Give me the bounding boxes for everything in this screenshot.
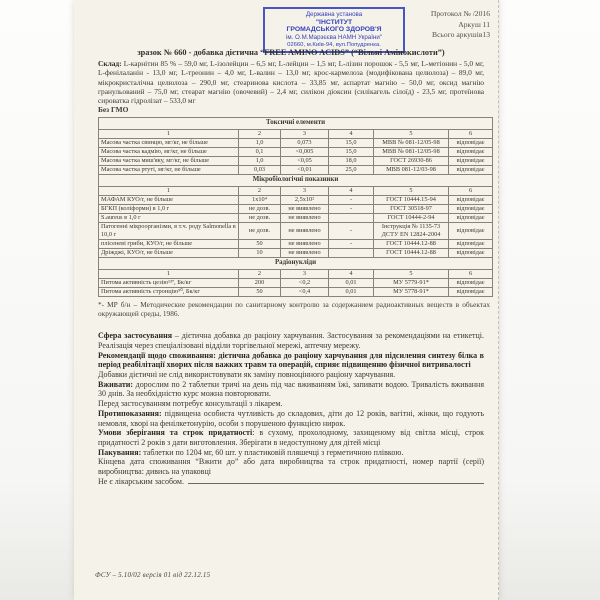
paragraph-not-medicine	[98, 477, 484, 487]
cell-norm: не дозв.	[239, 214, 281, 223]
cell-parameter: S.aureus в 1,0 г	[99, 214, 239, 223]
cell-parameter: Масова частка миш'яку, мг/кг, не більше	[99, 156, 239, 165]
cell-result: <0,2	[281, 279, 329, 288]
cell-result: <0,4	[281, 288, 329, 297]
cell-error: 15,0	[329, 138, 374, 147]
paragraph-lead: Протипоказання:	[98, 408, 162, 418]
cell-norm: 50	[239, 288, 281, 297]
cell-result: 0,073	[281, 138, 329, 147]
cell-conclusion: відповідає	[449, 279, 493, 288]
cell-parameter: Масова частка ртуті, мг/кг, не більше	[99, 166, 239, 175]
paragraph-text: : в сухому, прохолодному, захищеному від світла місці, строк придатності 2 років з дати виготовлення. Зберігати в недоступному для дітей місці	[98, 428, 484, 447]
col-number: 2	[239, 270, 281, 279]
cell-error: -	[329, 204, 374, 213]
cell-error	[329, 214, 374, 223]
cell-norm: 0,1	[239, 147, 281, 156]
paragraph-lead: Пакування:	[98, 447, 142, 457]
paragraph-consult-doctor	[98, 399, 484, 409]
cell-method: Інструкція № 1135-73 ДСТУ EN 12824-2004	[374, 223, 449, 240]
cell-parameter: Питома активність цезію¹³⁷, Бк/кг	[99, 279, 239, 288]
paragraph-sphere	[98, 331, 484, 350]
paragraph-usage	[98, 380, 484, 399]
cell-error: 25,0	[329, 166, 374, 175]
cell-parameter: плісеневі гриби, КУО/г, не більше	[99, 240, 239, 249]
cell-norm: не дозв.	[239, 223, 281, 240]
table-row	[99, 204, 493, 213]
table-row	[99, 288, 493, 297]
cell-conclusion: відповідає	[449, 204, 493, 213]
cell-error: -	[329, 240, 374, 249]
cell-result: не виявлено	[281, 249, 329, 258]
cell-conclusion: відповідає	[449, 147, 493, 156]
cell-method: МВВ № 081-12/05-98	[374, 138, 449, 147]
table-row	[99, 240, 493, 249]
paragraph-packaging	[98, 448, 484, 458]
cell-error: -	[329, 195, 374, 204]
cell-error	[329, 249, 374, 258]
results-table	[98, 117, 493, 297]
paragraph-text: підвищена особиста чутливість до складових, діти до 12 років, вагітні, жінки, що годують немовля, хворі на фенілкетонурію, особи з порушеною функцією нирок.	[98, 408, 484, 428]
cell-norm: 1х10⁴	[239, 195, 281, 204]
stamp-line: "ІНСТИТУТ	[315, 18, 353, 26]
stamp-line: 02660, м.Київ-94, вул.Попудренка.	[287, 41, 381, 48]
cell-conclusion: відповідає	[449, 166, 493, 175]
paragraph-text: дорослим по 2 таблетки тричі на день під час вживанням їжі, запивати водою. Тривалість вживання 30 днів. За необхідністю курс можна повторювати.	[98, 379, 484, 399]
col-number: 1	[99, 129, 239, 138]
paragraph-text: – дієтична добавка до раціону харчування. Застосування за рекомендаціями на етикетці. Реалізація через спеціалізовані відділи торгівельної мережі, аптечну мережу.	[98, 331, 484, 350]
table-row	[99, 195, 493, 204]
col-number: 4	[329, 186, 374, 195]
cell-method: ГОСТ 10444.15-94	[374, 195, 449, 204]
col-number: 3	[281, 129, 329, 138]
paragraph-contraindications	[98, 409, 484, 428]
cell-conclusion: відповідає	[449, 223, 493, 240]
table-row	[99, 223, 493, 240]
stamp-line: Державна установа	[305, 11, 363, 18]
cell-conclusion: відповідає	[449, 195, 493, 204]
cell-method: ГОСТ 10444.12-88	[374, 240, 449, 249]
col-number: 5	[374, 186, 449, 195]
cell-norm: 0,03	[239, 166, 281, 175]
cell-result: не виявлено	[281, 214, 329, 223]
section-caption-row	[99, 175, 493, 187]
col-number: 3	[281, 186, 329, 195]
col-number: 2	[239, 129, 281, 138]
cell-parameter: Патогенні мікроорганізми, в т.ч. роду Salmonella в 10,0 г	[99, 223, 239, 240]
col-number: 5	[374, 129, 449, 138]
col-number: 2	[239, 186, 281, 195]
cell-result: <0,005	[281, 147, 329, 156]
cell-parameter: Масова частка свинцю, мг/кг, не більше	[99, 138, 239, 147]
stamp-line: ім. О.М.Марзєєва НАМН України"	[285, 34, 382, 42]
column-numbers-row	[99, 129, 493, 138]
paragraph-text: таблетки по 1204 мг, 60 шт. у пластиковій пляшечці з герметичною плівкою.	[141, 447, 404, 457]
section-caption-row	[99, 117, 493, 129]
cell-result: <0,01	[281, 166, 329, 175]
table-row	[99, 138, 493, 147]
paragraph-text: Рекомендації щодо споживання: дієтична добавка до раціону харчування для підсилення синтезу білка в період реабілітації хворих після важких травм та операцій, сприяє підвищенню фізичної витривалості	[98, 350, 484, 370]
institute-stamp	[263, 7, 405, 53]
col-number: 3	[281, 270, 329, 279]
cell-method: МУ 5779-91*	[374, 279, 449, 288]
cell-conclusion: відповідає	[449, 240, 493, 249]
cell-norm: 200	[239, 279, 281, 288]
cell-norm: 1,0	[239, 156, 281, 165]
cell-method: МУ 5778-91*	[374, 288, 449, 297]
cell-method: ГОСТ 10444.12-88	[374, 249, 449, 258]
paragraph-text: Перед застосуванням потребує консультації з лікарем.	[98, 399, 283, 409]
stamp-line: ГРОМАДСЬКОГО ЗДОРОВ'Я	[286, 26, 382, 34]
cell-result: не виявлено	[281, 240, 329, 249]
protocol-sheet: Аркуш 11	[458, 19, 490, 29]
cell-method: МВВ № 081-12/05-98	[374, 147, 449, 156]
info-paragraphs	[98, 331, 484, 486]
col-number: 4	[329, 270, 374, 279]
protocol-number: Протокол № /2016	[430, 9, 490, 18]
radio-caption: Радіонукліди	[99, 258, 493, 270]
paragraph-storage	[98, 428, 484, 447]
underline-rule	[188, 483, 484, 484]
toxic-caption: Токсичні елементи	[99, 117, 493, 129]
paragraph-lead: Умови зберігання та строк придатності	[98, 428, 253, 438]
composition-label: Склад:	[98, 59, 122, 68]
cell-result: не виявлено	[281, 223, 329, 240]
col-number: 5	[374, 270, 449, 279]
cell-method: МВВ 081-12/03-98	[374, 166, 449, 175]
cell-error: 15,0	[329, 147, 374, 156]
col-number: 1	[99, 270, 239, 279]
form-code-footer: ФСУ – 5.10/02 версія 01 від 22.12.15	[95, 571, 211, 579]
cell-error: 18,0	[329, 156, 374, 165]
composition-text: L-карнітин 85 % – 59,0 мг, L-ізолейцин – 6,5 мг, L-лейцин – 1,5 мг, L-лізин порошок - 5,5 мг, L-метіонин - 5,0 мг, L-фенілаланін - 13,0 мг, L-треонин – 4,0 мг, L-валин – 13,0 мг, крос-кармелоза (модифікована целюлоза) – 89,0 мг, мікрокристалічна целюлоза – 290,0 мг, стеаринова кислота – 33,85 мг, аспартат магнію – 50,0 мг, оксид магнію гранульований – 75,0 мг, стеарат магнію (овочевий) – 2,4 мг, силікон діоксин (силікагель сілоїд) - 23,5 мг, протеїнова сироватка гідролізат – 533,0 мг	[98, 59, 484, 106]
table-row	[99, 166, 493, 175]
column-numbers-row	[99, 270, 493, 279]
cell-error: 0,01	[329, 279, 374, 288]
cell-conclusion: відповідає	[449, 138, 493, 147]
col-number: 1	[99, 186, 239, 195]
cell-result: <0,05	[281, 156, 329, 165]
section-caption-row	[99, 258, 493, 270]
table-row	[99, 156, 493, 165]
cell-parameter: МАФАМ КУО/г, не більше	[99, 195, 239, 204]
micro-caption: Мікробіологічні показники	[99, 175, 493, 187]
cell-result: не виявлено	[281, 204, 329, 213]
cell-method: ГОСТ 26930-86	[374, 156, 449, 165]
cell-conclusion: відповідає	[449, 288, 493, 297]
protocol-info	[404, 9, 490, 41]
cell-conclusion: відповідає	[449, 156, 493, 165]
cell-parameter: Масова частка кадмію, мг/кг, не більше	[99, 147, 239, 156]
protocol-total-sheets: Всього аркушів13	[432, 30, 490, 39]
radionuclide-footnote: *- МР б/н – Методические рекомендации по санитарному контролю за содержанием радиоактивных веществ в объектах окружающей среды, 1986.	[98, 300, 490, 319]
cell-method: ГОСТ 30518-97	[374, 204, 449, 213]
cell-norm: 50	[239, 240, 281, 249]
cell-conclusion: відповідає	[449, 249, 493, 258]
cell-result: 2,5х10²	[281, 195, 329, 204]
cell-parameter: Дріжджі, КУО/г, не більше	[99, 249, 239, 258]
cell-norm: 1,0	[239, 138, 281, 147]
paragraph-not-replacement	[98, 370, 484, 380]
table-row	[99, 249, 493, 258]
paragraph-text: Добавки дієтичні не слід використовувати як заміну повноцінного раціону харчування.	[98, 370, 396, 380]
column-numbers-row	[99, 186, 493, 195]
table-row	[99, 214, 493, 223]
paragraph-recommendations	[98, 351, 484, 370]
cell-conclusion: відповідає	[449, 214, 493, 223]
cell-norm: не дозв.	[239, 204, 281, 213]
table-row	[99, 147, 493, 156]
cell-method: ГОСТ 10444-2-94	[374, 214, 449, 223]
table-row	[99, 279, 493, 288]
cell-error: 0,01	[329, 288, 374, 297]
col-number: 6	[449, 270, 493, 279]
cell-norm: 10	[239, 249, 281, 258]
cell-error: -	[329, 223, 374, 240]
document-body	[98, 59, 490, 486]
paragraph-lead: Вживати:	[98, 379, 134, 389]
paragraph-expiry	[98, 457, 484, 476]
paragraph-text: Не є лікарським засобом.	[98, 476, 184, 486]
cell-parameter: Питома активність стронцію⁹⁰, Бк/кг	[99, 288, 239, 297]
composition-paragraph	[98, 59, 484, 105]
col-number: 4	[329, 129, 374, 138]
sample-title: зразок № 660 - добавка дієтична “FREE AMINO ACIDS” (“Вільні Амінокислоти”)	[137, 48, 445, 57]
cell-parameter: БГКП (коліформи) в 1,0 г	[99, 204, 239, 213]
col-number: 6	[449, 186, 493, 195]
paragraph-lead: Сфера застосування	[98, 331, 173, 341]
gmo-note: Без ГМО	[98, 105, 129, 115]
col-number: 6	[449, 129, 493, 138]
paragraph-text: Кінцева дата споживання “Вжити до” або дата виробництва та строк придатності, номер партії (серії) виробництва: дивись на упаковці	[98, 457, 484, 477]
